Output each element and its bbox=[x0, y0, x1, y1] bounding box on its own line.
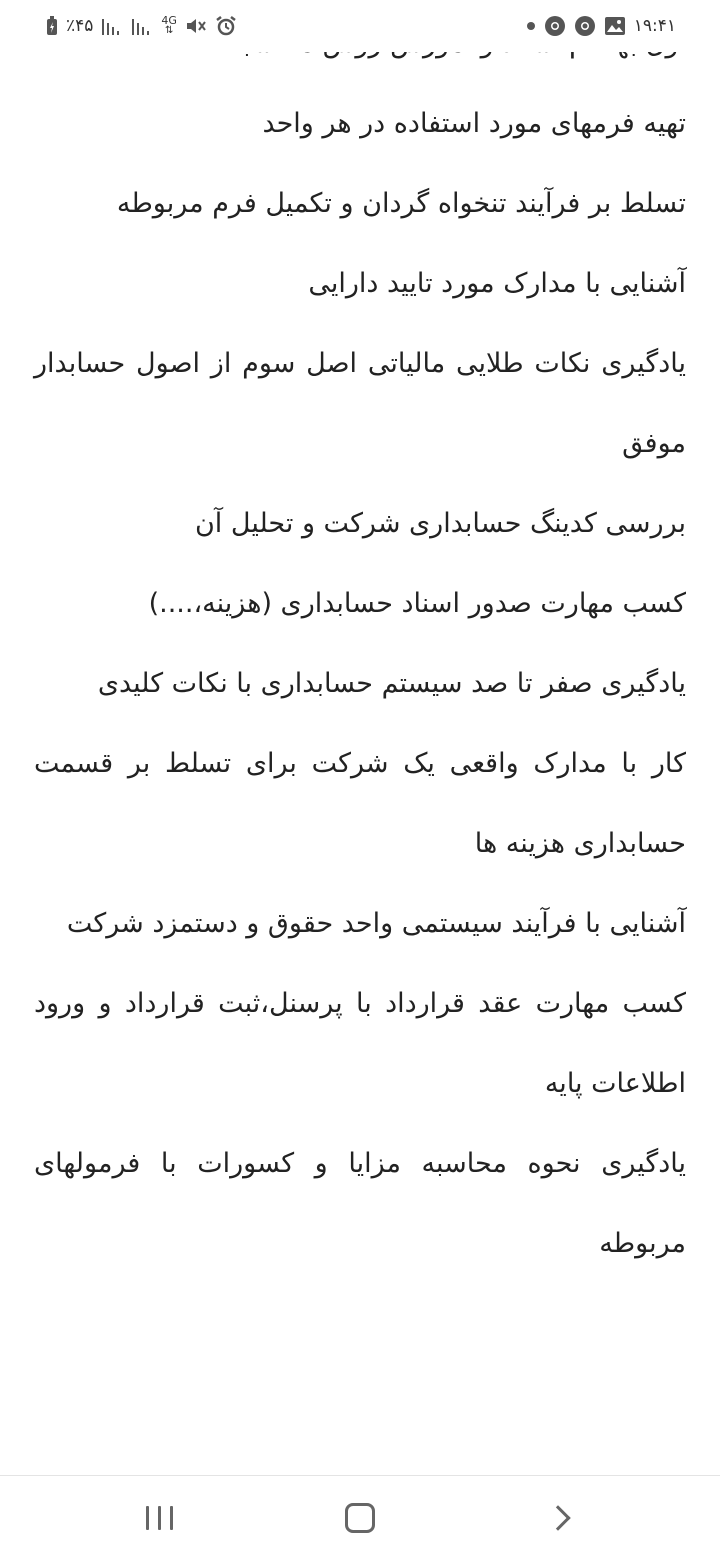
article-paragraph: یادگیری نکات طلایی مالیاتی اصل سوم از اصول حسابدار موفق bbox=[34, 348, 686, 459]
article-paragraph: کسب مهارت صدور اسناد حسابداری (هزینه،....) bbox=[148, 588, 686, 619]
chrome-icon bbox=[544, 14, 566, 38]
article-paragraph: یادگیری نحوه محاسبه مزایا و کسورات با فرمولهای مربوطه bbox=[34, 1148, 686, 1259]
battery-icon bbox=[46, 14, 58, 38]
status-bar-right bbox=[526, 12, 676, 40]
article-paragraph: آشنایی با فرآیند سیستمی واحد حقوق و دستمزد شرکت bbox=[66, 908, 686, 939]
dot-icon bbox=[526, 14, 536, 38]
navigation-bar bbox=[0, 1475, 720, 1560]
back-arrow-icon bbox=[545, 1505, 570, 1530]
status-bar-left bbox=[46, 12, 237, 40]
article-paragraph: تسلط بر فرآیند تنخواه گردان و تکمیل فرم مربوطه bbox=[116, 188, 686, 219]
home-icon bbox=[345, 1503, 375, 1533]
signal-icon bbox=[101, 14, 123, 38]
network-label: 4G bbox=[161, 14, 177, 27]
mute-icon bbox=[185, 14, 207, 38]
gallery-icon bbox=[604, 14, 626, 38]
back-button[interactable] bbox=[532, 1492, 592, 1544]
battery-percent: ٪۴۵ bbox=[66, 16, 94, 36]
status-bar bbox=[0, 0, 720, 52]
article-body bbox=[34, 84, 686, 1284]
recent-apps-icon bbox=[146, 1506, 173, 1530]
home-button[interactable] bbox=[330, 1492, 390, 1544]
article-paragraph: کار با مدارک واقعی یک شرکت برای تسلط بر قسمت حسابداری هزینه ها bbox=[34, 748, 686, 859]
article-paragraph: کسب مهارت عقد قرارداد با پرسنل،ثبت قرارداد و ورود اطلاعات پایه bbox=[34, 988, 686, 1099]
recent-apps-button[interactable] bbox=[129, 1492, 189, 1544]
article-paragraph: تهیه فرمهای مورد استفاده در هر واحد bbox=[262, 108, 686, 139]
article-paragraph: بررسی کدینگ حسابداری شرکت و تحلیل آن bbox=[194, 508, 686, 539]
clock: ۱۹:۴۱ bbox=[633, 16, 676, 36]
data-arrows-icon: ⇅ bbox=[164, 25, 174, 36]
signal-icon bbox=[131, 14, 153, 38]
alarm-icon bbox=[215, 14, 237, 38]
network-4g-icon bbox=[161, 14, 177, 38]
article-paragraph: آشنایی با مدارک مورد تایید دارایی bbox=[308, 268, 686, 299]
article-paragraph: یادگیری صفر تا صد سیستم حسابداری با نکات کلیدی bbox=[97, 668, 686, 699]
chrome-icon bbox=[574, 14, 596, 38]
